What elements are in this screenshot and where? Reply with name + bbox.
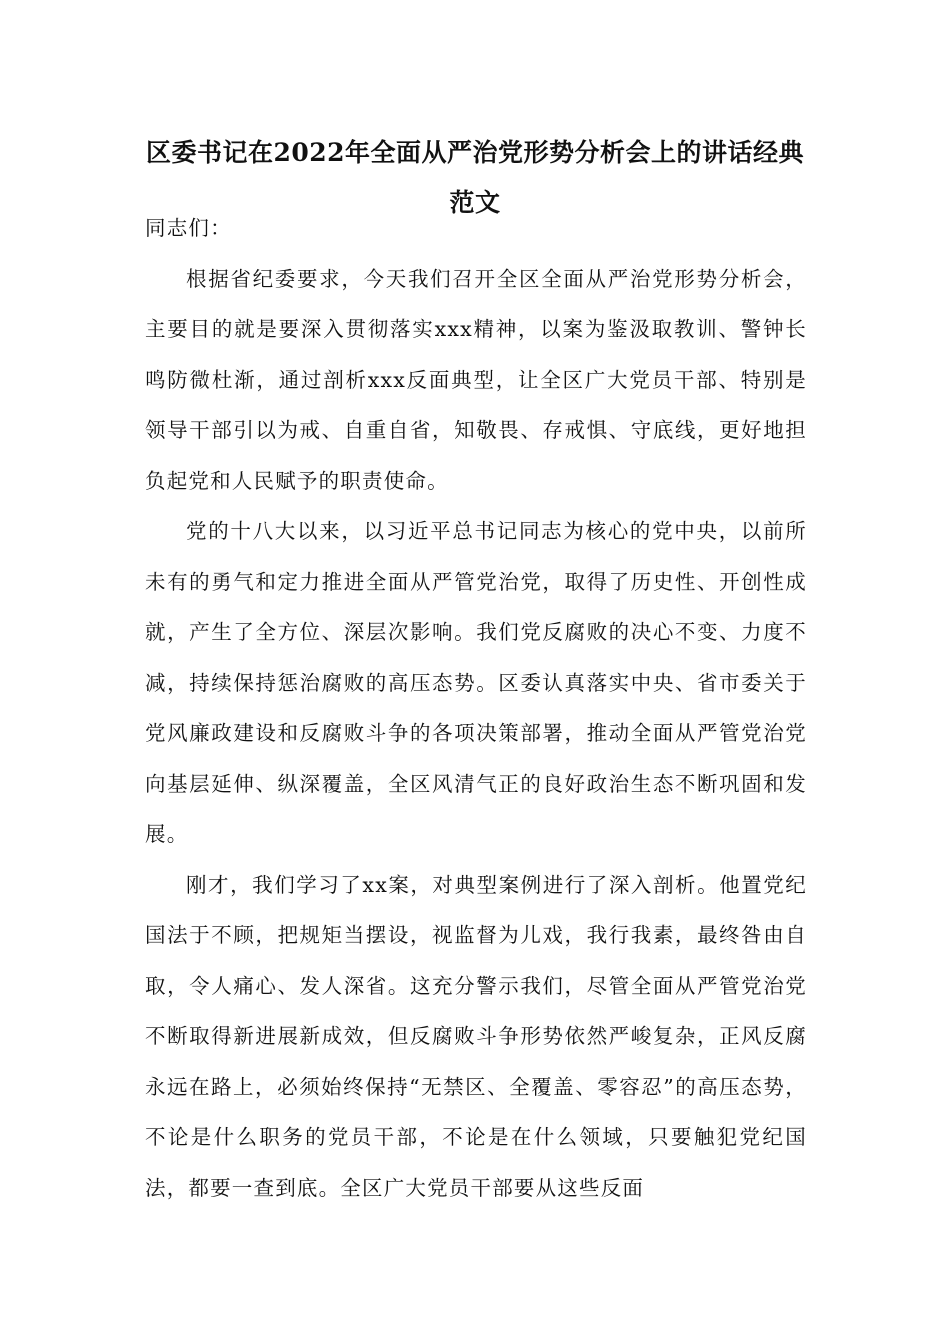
document-body [145, 203, 807, 1213]
paragraph-1: 根据省纪委要求，今天我们召开全区全面从严治党形势分析会，主要目的就是要深入贯彻落实xxx精神，以案为鉴汲取教训、警钟长鸣防微杜渐，通过剖析xxx反面典型，让全区广大党员干部、特别是领导干部引以为戒、自重自省，知敬畏、存戒惧、守底线，更好地担负起党和人民赋予的职责使命。 [145, 266, 807, 493]
salutation: 同志们： [145, 216, 232, 240]
document-title: 区委书记在2022年全面从严治党形势分析会上的讲话经典范文 [145, 138, 805, 217]
paragraph-2: 党的十八大以来，以习近平总书记同志为核心的党中央，以前所未有的勇气和定力推进全面从严管党治党，取得了历史性、开创性成就，产生了全方位、深层次影响。我们党反腐败的决心不变、力度不减，持续保持惩治腐败的高压态势。区委认真落实中央、省市委关于党风廉政建设和反腐败斗争的各项决策部署，推动全面从严管党治党向基层延伸、纵深覆盖，全区风清气正的良好政治生态不断巩固和发展。 [145, 519, 807, 846]
paragraph-3: 刚才，我们学习了xx案，对典型案例进行了深入剖析。他置党纪国法于不顾，把规矩当摆设，视监督为儿戏，我行我素，最终咎由自取，令人痛心、发人深省。这充分警示我们，尽管全面从严管党治党不断取得新进展新成效，但反腐败斗争形势依然严峻复杂，正风反腐永远在路上，必须始终保持“无禁区、全覆盖、零容忍”的高压态势，不论是什么职务的党员干部，不论是在什么领域，只要触犯党纪国法，都要一查到底。全区广大党员干部要从这些反面 [145, 872, 807, 1200]
